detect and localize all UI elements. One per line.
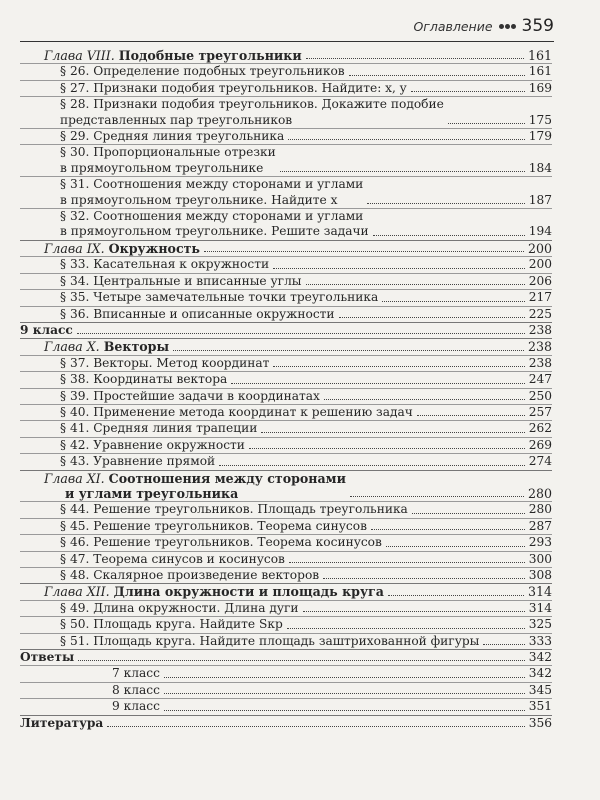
toc-page-number: 169 xyxy=(528,80,552,95)
toc-page-number: 179 xyxy=(528,129,552,144)
toc-entry xyxy=(20,584,552,600)
toc-block xyxy=(20,322,552,338)
chapter-title: Длина окружности и площадь круга xyxy=(113,584,384,600)
toc-entry xyxy=(20,519,552,535)
toc-entry-label xyxy=(60,257,269,272)
toc-entry xyxy=(20,552,552,568)
toc-page-number: 206 xyxy=(528,273,552,288)
toc-page-number: 345 xyxy=(528,682,552,697)
section-title-line: в прямоугольном треугольнике. Решите задачи xyxy=(60,224,369,239)
section-title-line: § 35. Четыре замечательные точки треугольника xyxy=(60,290,379,305)
toc-entry xyxy=(20,129,552,145)
toc-page-number: 269 xyxy=(528,437,552,452)
dot-leader xyxy=(371,529,525,530)
dot-leader xyxy=(289,562,525,563)
toc-entry xyxy=(20,601,552,617)
toc-entry-label xyxy=(60,209,369,240)
toc-entry-label xyxy=(44,584,384,599)
toc-block xyxy=(20,715,552,731)
toc-page-number: 238 xyxy=(527,339,552,355)
section-title-line: § 28. Признаки подобия треугольников. Докажите подобие xyxy=(60,97,444,112)
dot-leader xyxy=(349,75,525,76)
dot-leader xyxy=(350,496,524,497)
dot-leader xyxy=(411,91,525,92)
section-title-line: § 47. Теорема синусов и косинусов xyxy=(60,551,285,566)
dot-leader xyxy=(107,726,524,727)
toc-entry xyxy=(20,438,552,454)
toc-entry-label xyxy=(60,290,378,305)
section-title-line: в прямоугольном треугольнике xyxy=(60,160,264,175)
toc-entry-label xyxy=(60,97,444,128)
dot-leader xyxy=(173,350,524,351)
toc-entry xyxy=(20,323,552,338)
toc-entry xyxy=(20,535,552,551)
toc-block xyxy=(20,48,552,240)
dot-leader xyxy=(204,251,524,252)
toc-entry-label xyxy=(60,389,320,404)
dot-leader xyxy=(323,578,525,579)
toc-block xyxy=(20,649,552,715)
toc-entry xyxy=(20,339,552,355)
dot-leader xyxy=(412,513,525,514)
toc-entry-label: 9 класс xyxy=(112,699,160,714)
toc-entry xyxy=(20,356,552,372)
toc-entry-label xyxy=(44,471,346,502)
section-title-line: § 29. Средняя линия треугольника xyxy=(60,129,285,144)
toc-page-number: 280 xyxy=(528,502,552,517)
dot-leader xyxy=(77,333,525,334)
toc-page-number: 262 xyxy=(528,421,552,436)
toc-page-number: 200 xyxy=(527,240,552,256)
toc-entry xyxy=(20,389,552,405)
toc-entry xyxy=(20,471,552,503)
toc-entry-label xyxy=(44,241,200,256)
toc-page-number: 194 xyxy=(528,224,552,239)
section-title-line: § 38. Координаты вектора xyxy=(60,372,228,387)
toc-entry-label xyxy=(60,145,276,176)
toc-entry xyxy=(20,699,552,714)
toc-entry-label xyxy=(60,454,215,469)
dot-leader xyxy=(386,546,525,547)
toc-page-number: 257 xyxy=(528,404,552,419)
toc-page-number: 238 xyxy=(528,355,552,370)
toc-entry xyxy=(20,209,552,240)
toc-entry-label xyxy=(60,356,269,371)
section-title-line: § 45. Решение треугольников. Теорема синусов xyxy=(60,518,367,533)
section-title-line: § 27. Признаки подобия треугольников. Найдите: x, y xyxy=(60,80,407,95)
dot-leader xyxy=(287,628,525,629)
section-title-line: § 46. Решение треугольников. Теорема косинусов xyxy=(60,535,382,550)
toc-page-number: 225 xyxy=(528,306,552,321)
dot-leader xyxy=(164,710,525,711)
header-title: Оглавление xyxy=(413,18,493,34)
toc-entry-label xyxy=(60,405,413,420)
toc-page-number: 314 xyxy=(527,584,552,600)
toc-entry xyxy=(20,177,552,209)
section-title-line: § 33. Касательная к окружности xyxy=(60,257,270,272)
toc-page-number: 238 xyxy=(528,322,552,337)
dot-leader xyxy=(303,611,525,612)
toc-entry xyxy=(20,650,552,666)
toc-entry xyxy=(20,683,552,699)
dot-leader xyxy=(306,58,524,59)
toc-entry-label xyxy=(60,64,345,79)
toc-entry-label xyxy=(44,339,169,354)
toc-page-number: 351 xyxy=(528,699,552,714)
section-title-line: § 36. Вписанные и описанные окружности xyxy=(60,306,335,321)
toc-entry xyxy=(20,634,552,649)
section-title-line: § 43. Уравнение прямой xyxy=(60,454,216,469)
toc-entry xyxy=(20,716,552,731)
toc-entry xyxy=(20,307,552,322)
section-title-line: § 34. Центральные и вписанные углы xyxy=(60,273,302,288)
toc-entry xyxy=(20,145,552,177)
section-title-line: § 31. Соотношения между сторонами и углами xyxy=(60,177,364,192)
header-dots-icon xyxy=(499,24,516,29)
table-of-contents xyxy=(20,48,552,731)
dot-leader xyxy=(78,660,525,661)
toc-entry xyxy=(20,568,552,583)
section-title-line: § 39. Простейшие задачи в координатах xyxy=(60,388,320,403)
section-title-line: § 42. Уравнение окружности xyxy=(60,437,245,452)
dot-leader xyxy=(324,399,525,400)
running-header xyxy=(413,14,554,38)
toc-page-number: 308 xyxy=(528,568,552,582)
toc-page-number: 333 xyxy=(528,633,552,648)
header-rule xyxy=(20,41,554,42)
dot-leader xyxy=(249,448,525,449)
dot-leader xyxy=(164,693,525,694)
toc-entry-label xyxy=(44,48,302,63)
toc-page-number: 217 xyxy=(528,290,552,305)
chapter-title-line xyxy=(44,471,346,486)
toc-page-number: 356 xyxy=(528,715,552,730)
section-title-line: § 49. Длина окружности. Длина дуги xyxy=(60,600,299,615)
dot-leader xyxy=(483,644,524,645)
toc-entry-label xyxy=(60,177,363,208)
chapter-number: Глава IX. xyxy=(44,240,105,256)
section-title-line: § 37. Векторы. Метод координат xyxy=(60,355,270,370)
dot-leader xyxy=(261,432,524,433)
toc-page-number: 200 xyxy=(528,257,552,272)
dot-leader xyxy=(417,415,525,416)
toc-entry-label: 8 класс xyxy=(112,682,160,697)
toc-page-number: 287 xyxy=(528,518,552,533)
toc-entry-label xyxy=(60,535,382,550)
section-title-line: § 32. Соотношения между сторонами и углами xyxy=(60,209,364,224)
toc-entry xyxy=(20,241,552,257)
toc-page-number: 300 xyxy=(528,551,552,566)
dot-leader xyxy=(306,284,525,285)
toc-entry xyxy=(20,64,552,80)
toc-page-number: 161 xyxy=(527,48,552,63)
chapter-title: Векторы xyxy=(103,339,170,355)
dot-leader xyxy=(382,301,524,302)
section-title-line: § 40. Применение метода координат к решению задач xyxy=(60,404,413,419)
chapter-number: Глава XI. xyxy=(44,470,105,486)
dot-leader xyxy=(288,139,524,140)
toc-page-number: 325 xyxy=(528,617,552,632)
toc-entry-label xyxy=(60,519,367,534)
section-title-line: § 30. Пропорциональные отрезки xyxy=(60,145,276,160)
dot-leader xyxy=(373,235,525,236)
chapter-title: Подобные треугольники xyxy=(118,48,302,63)
toc-page-number: 184 xyxy=(528,160,552,175)
toc-entry-label xyxy=(60,601,299,616)
section-title-line: § 41. Средняя линия трапеции xyxy=(60,421,258,436)
toc-entry xyxy=(20,405,552,421)
toc-page-number: 314 xyxy=(528,600,552,615)
toc-entry xyxy=(20,81,552,97)
chapter-title-line: и углами треугольника xyxy=(65,485,239,501)
toc-entry xyxy=(20,48,552,64)
toc-entry-label: 9 класс xyxy=(20,322,73,337)
toc-entry-label xyxy=(60,372,227,387)
toc-page-number: 250 xyxy=(528,388,552,403)
dot-leader xyxy=(388,595,524,596)
chapter-number: Глава VIII. xyxy=(44,48,115,63)
toc-page-number: 280 xyxy=(527,485,552,501)
chapter-number: Глава XII. xyxy=(44,584,110,600)
dot-leader xyxy=(164,677,525,678)
toc-entry xyxy=(20,502,552,518)
toc-entry-label xyxy=(60,274,302,289)
toc-entry xyxy=(20,454,552,469)
toc-block xyxy=(20,240,552,322)
chapter-title: Окружность xyxy=(108,240,200,256)
page-number: 359 xyxy=(521,16,554,36)
toc-entry xyxy=(20,421,552,437)
toc-block xyxy=(20,338,552,469)
dot-leader xyxy=(280,171,525,172)
section-title-line: § 26. Определение подобных треугольников xyxy=(60,64,345,79)
toc-page-number: 342 xyxy=(528,650,552,665)
toc-entry xyxy=(20,372,552,388)
toc-entry-label xyxy=(60,81,407,96)
section-title-line: § 44. Решение треугольников. Площадь треугольника xyxy=(60,502,408,517)
toc-entry xyxy=(20,97,552,129)
toc-entry-label xyxy=(60,568,319,583)
toc-page-number: 274 xyxy=(528,454,552,469)
toc-entry xyxy=(20,290,552,306)
toc-block xyxy=(20,470,552,584)
toc-entry-label xyxy=(60,552,285,567)
dot-leader xyxy=(367,203,524,204)
toc-entry xyxy=(20,617,552,633)
dot-leader xyxy=(273,268,525,269)
section-title-line: в прямоугольном треугольнике. Найдите x xyxy=(60,192,338,207)
toc-entry-label xyxy=(60,421,257,436)
toc-page-number: 293 xyxy=(528,535,552,550)
toc-page-number: 247 xyxy=(528,372,552,387)
toc-entry xyxy=(20,257,552,273)
dot-leader xyxy=(448,123,525,124)
toc-entry xyxy=(20,666,552,682)
section-title-line: § 48. Скалярное произведение векторов xyxy=(60,568,320,582)
chapter-number: Глава X. xyxy=(44,339,100,355)
toc-page-number: 187 xyxy=(528,192,552,207)
toc-page-number: 161 xyxy=(528,64,552,79)
toc-block xyxy=(20,583,552,649)
toc-entry-label xyxy=(60,617,283,632)
toc-entry-label xyxy=(60,634,479,649)
toc-entry-label: 7 класс xyxy=(112,666,160,681)
dot-leader xyxy=(339,317,525,318)
toc-page-number: 175 xyxy=(528,112,552,127)
toc-entry-label: Ответы xyxy=(20,650,75,665)
toc-entry-label: Литература xyxy=(20,715,104,730)
dot-leader xyxy=(273,366,524,367)
chapter-title: Соотношения между сторонами xyxy=(108,470,346,486)
toc-entry-label xyxy=(60,502,408,517)
toc-entry-label xyxy=(60,129,284,144)
toc-entry-label xyxy=(60,307,335,322)
toc-entry-label xyxy=(60,438,245,453)
toc-page-number: 342 xyxy=(528,666,552,681)
dot-leader xyxy=(219,465,525,466)
dot-leader xyxy=(231,383,524,384)
section-title-line: § 50. Площадь круга. Найдите Sкр xyxy=(60,617,283,632)
toc-entry xyxy=(20,274,552,290)
section-title-line: § 51. Площадь круга. Найдите площадь заштрихованной фигуры xyxy=(60,633,480,648)
section-title-line: представленных пар треугольников xyxy=(60,112,293,127)
